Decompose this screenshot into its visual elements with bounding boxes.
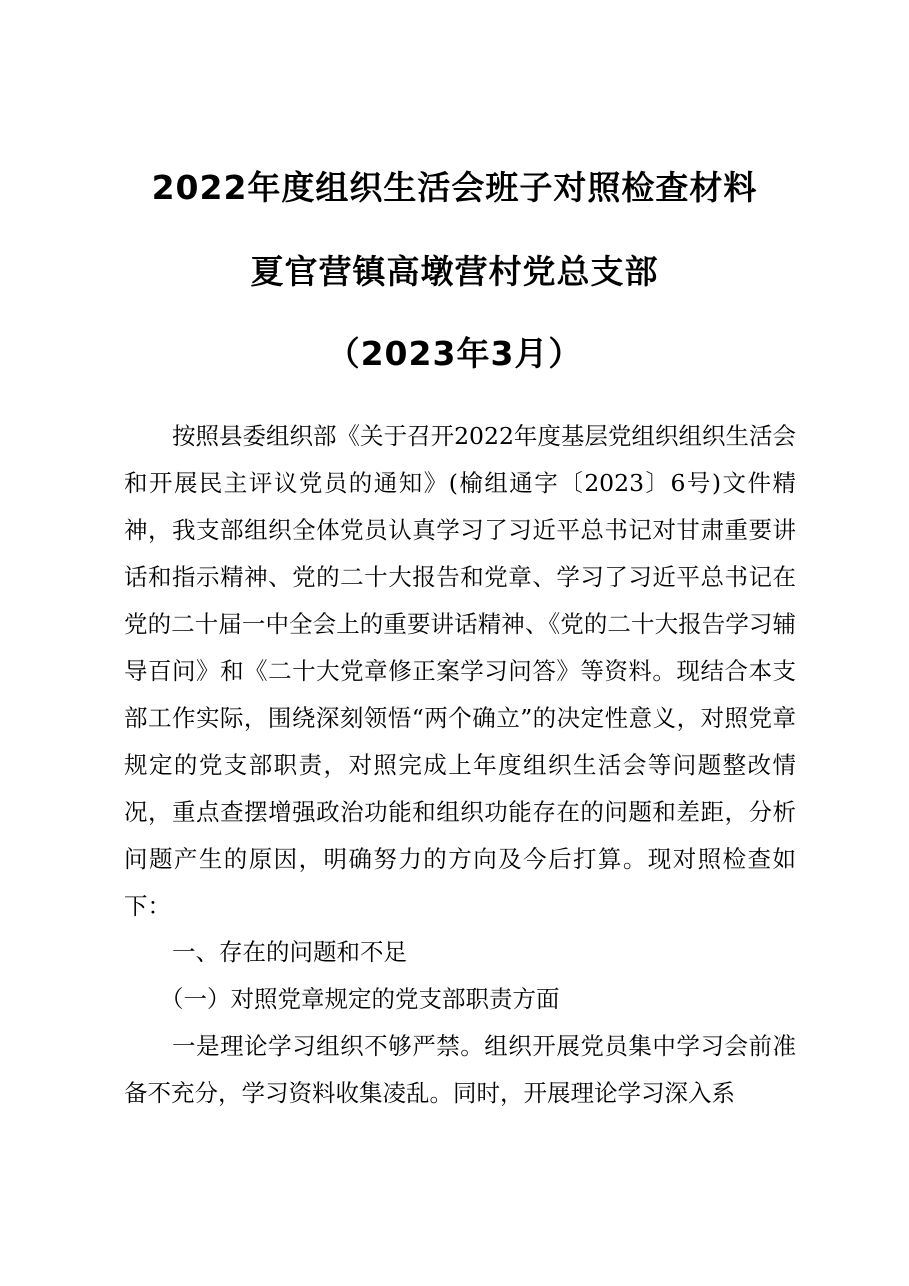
section-heading: 一、存在的问题和不足 [172,938,407,966]
document-title: 2022年度组织生活会班子对照检查材料 [151,168,758,207]
intro-paragraph: 按照县委组织部《关于召开2022年度基层党组织组织生活会和开展民主评议党员的通知》(榆组通字〔2023〕6号)文件精神，我支部组织全体党员认真学习了习近平总书记对甘肃重要讲话和指示精神、党的二十大报告和党章、学习了习近平总书记在党的二十届一中全会上的重要讲话精神、《党的二十大报告学习辅导百问》和《二十大党章修正案学习问答》等资料。现结合本支部工作实际，围绕深刻领悟“两个确立”的决定性意义，对照党章规定的党支部职责，对照完成上年度组织生活会等问题整改情况，重点查摆增强政治功能和组织功能存在的问题和差距，分析问题产生的原因，明确努力的方向及今后打算。现对照检查如下： [124,422,796,920]
document-date: （2023年3月） [326,334,583,373]
subsection-heading: （一）对照党章规定的党支部职责方面 [160,985,560,1013]
body-paragraph: 一是理论学习组织不够严禁。组织开展党员集中学习会前准备不充分，学习资料收集凌乱。同时，开展理论学习深入系 [124,1032,796,1107]
organization-name: 夏官营镇高墩营村党总支部 [250,252,659,291]
